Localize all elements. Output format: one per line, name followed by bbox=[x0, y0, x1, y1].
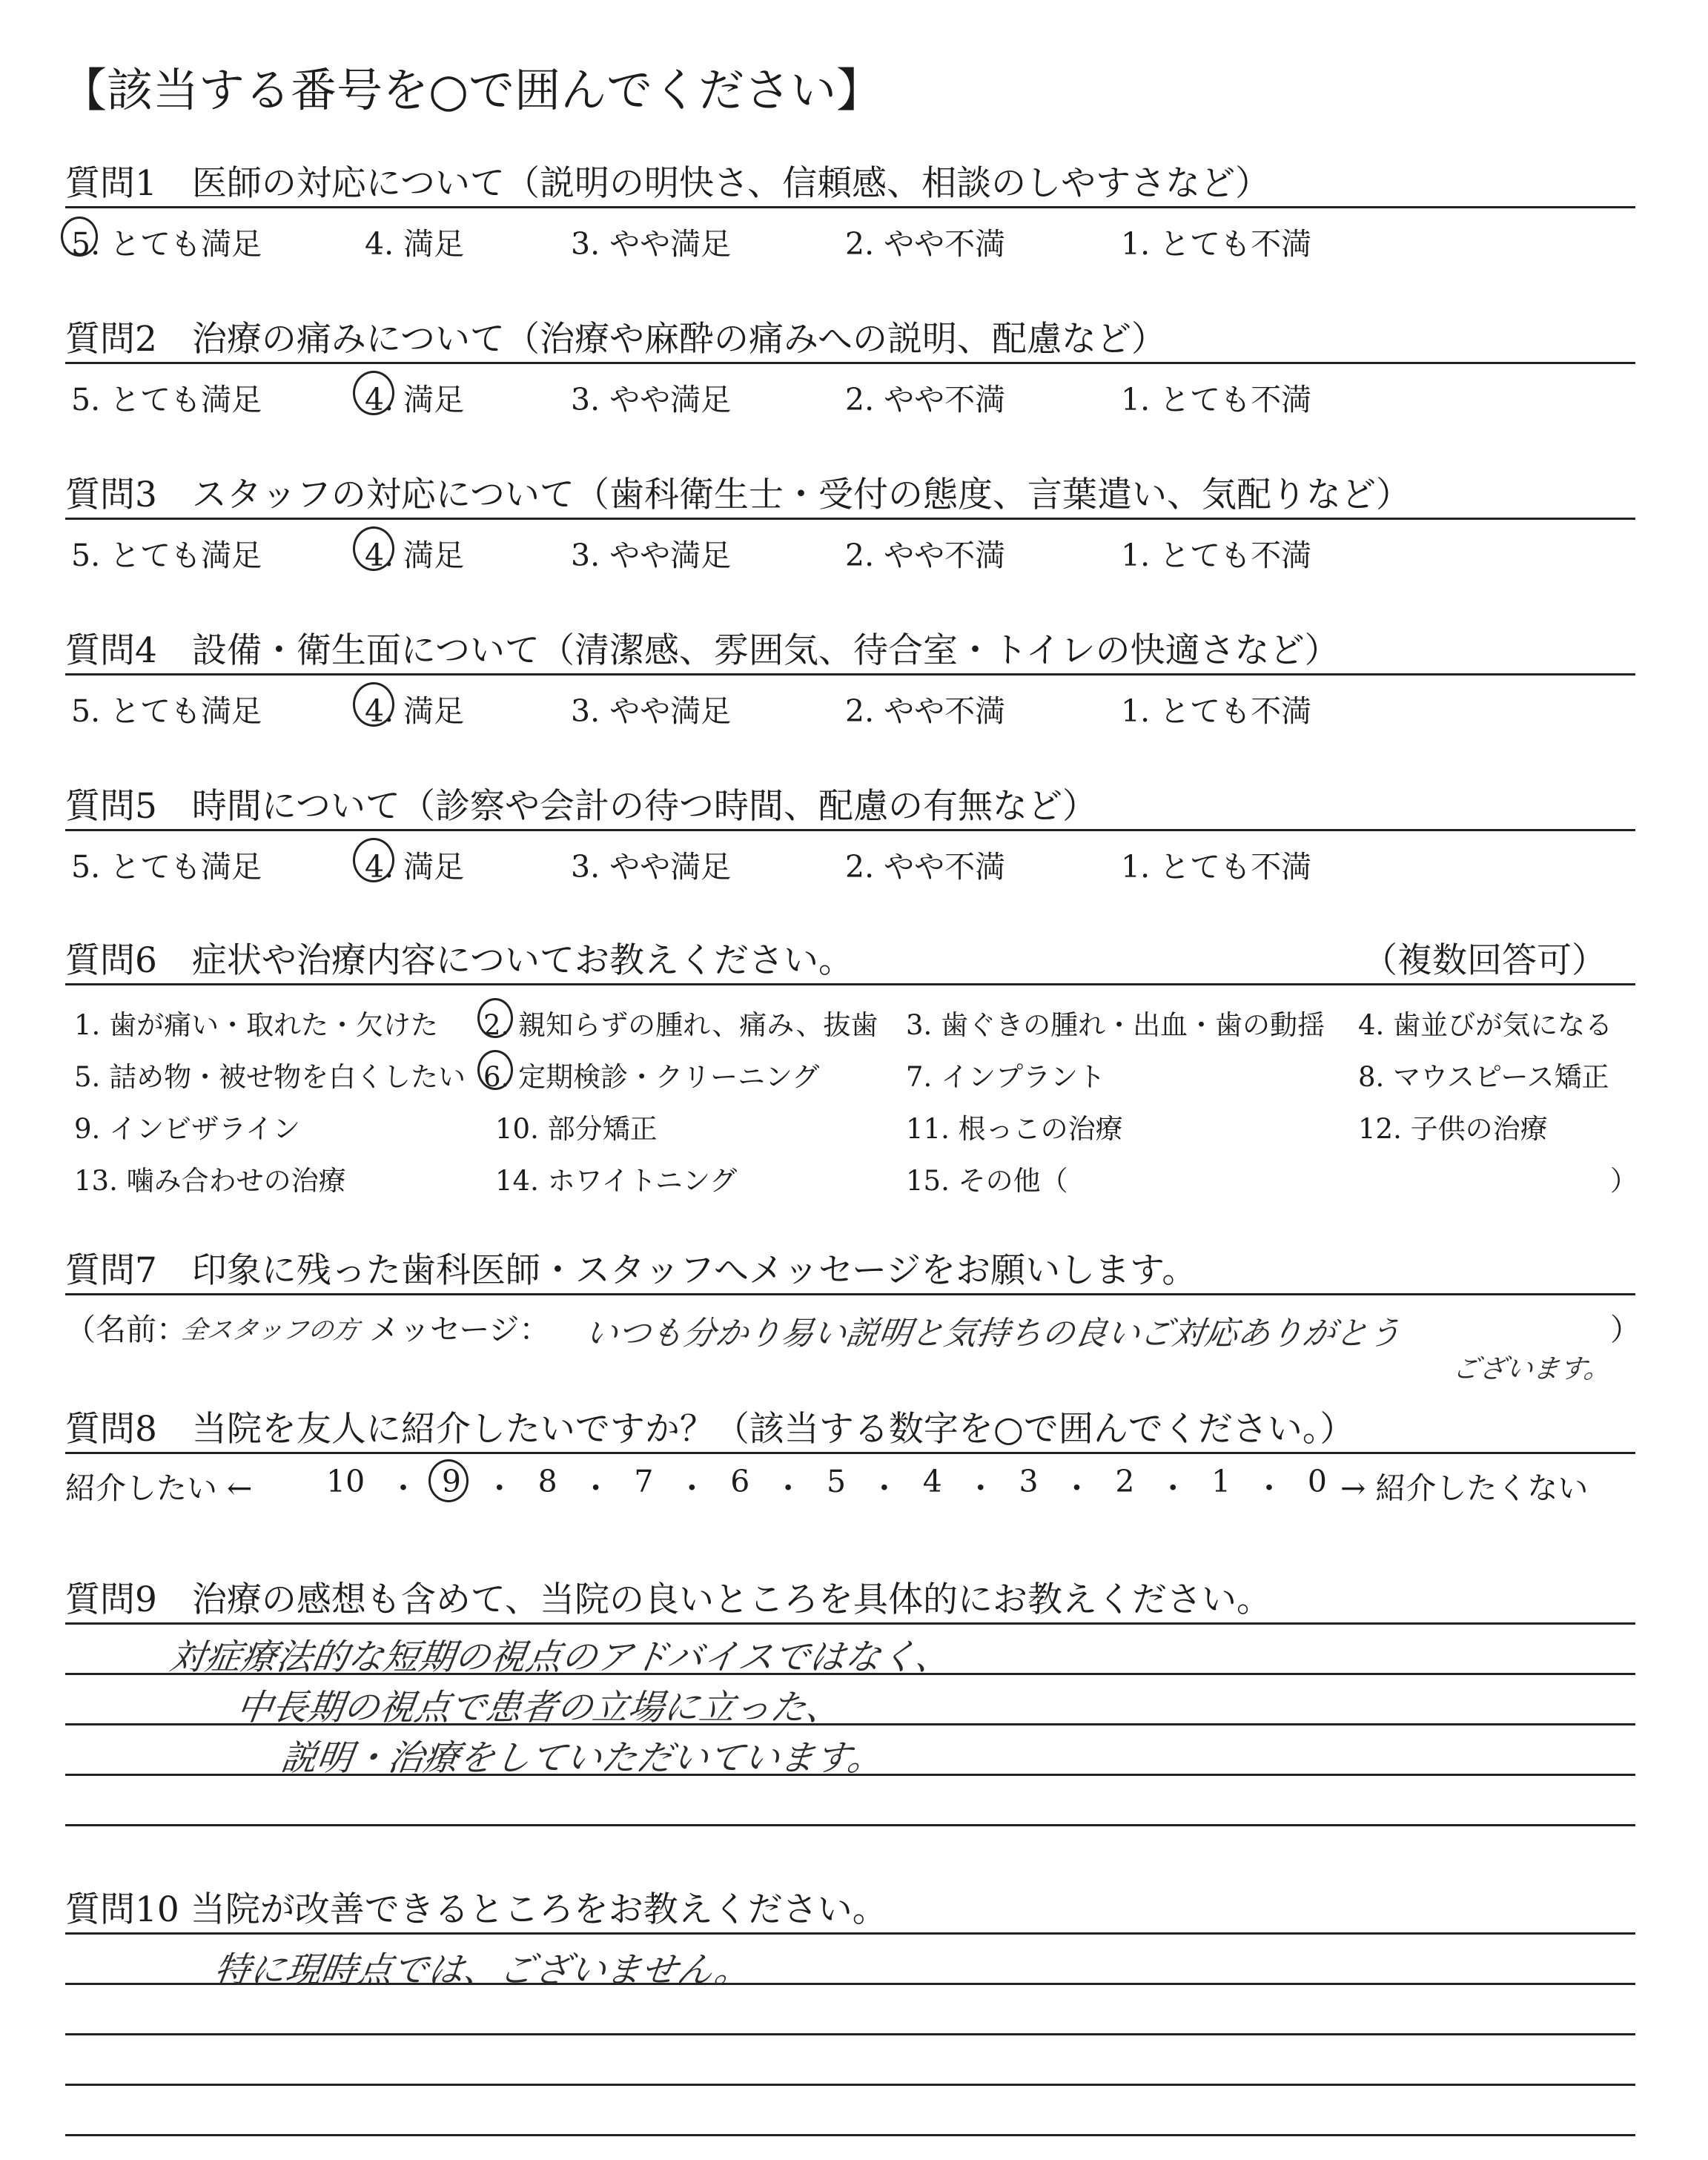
q2-option-5[interactable]: 5. とても満足 bbox=[71, 382, 262, 417]
q8-number-6[interactable]: 6 bbox=[730, 1464, 750, 1499]
q6-option-13[interactable]: 13. 噛み合わせの治療 bbox=[74, 1165, 346, 1197]
separator-dot: ・ bbox=[580, 1470, 612, 1506]
q8-number-9[interactable]: 9 bbox=[441, 1464, 461, 1499]
selection-circle-q6-6 bbox=[477, 1050, 513, 1090]
separator-dot: ・ bbox=[1157, 1470, 1188, 1506]
question-4-title: 質問4 設備・衛生面について（清潔感、雰囲気、待合室・トイレの快適さなど） bbox=[65, 630, 1340, 671]
q2-option-1[interactable]: 1. とても不満 bbox=[1121, 382, 1312, 417]
q7-message-line1[interactable]: いつも分かり易い説明と気持ちの良いご対応ありがとう bbox=[582, 1315, 1403, 1353]
q3-option-4[interactable]: 4. 満足 bbox=[365, 538, 465, 573]
q1-option-5[interactable]: 5. とても満足 bbox=[71, 226, 262, 262]
q3-option-1[interactable]: 1. とても不満 bbox=[1121, 538, 1312, 573]
ruled-line bbox=[65, 2084, 1635, 2086]
q6-option-10[interactable]: 10. 部分矯正 bbox=[495, 1113, 658, 1145]
q4-option-1[interactable]: 1. とても不満 bbox=[1121, 693, 1312, 729]
ruled-line bbox=[65, 1824, 1635, 1826]
q5-option-4[interactable]: 4. 満足 bbox=[365, 849, 465, 885]
divider bbox=[65, 206, 1635, 208]
ruled-line bbox=[65, 1622, 1635, 1625]
q8-number-2[interactable]: 2 bbox=[1115, 1464, 1135, 1499]
q1-option-2[interactable]: 2. やや不満 bbox=[845, 226, 1006, 262]
question-1-title: 質問1 医師の対応について（説明の明快さ、信頼感、相談のしやすさなど） bbox=[65, 163, 1271, 204]
question-6-note: （複数回答可） bbox=[1363, 940, 1606, 981]
q3-option-5[interactable]: 5. とても満足 bbox=[71, 538, 262, 573]
q2-option-4[interactable]: 4. 満足 bbox=[365, 382, 465, 417]
q3-option-3[interactable]: 3. やや満足 bbox=[571, 538, 732, 573]
divider bbox=[65, 1293, 1635, 1295]
question-5-title: 質問5 時間について（診察や会計の待つ時間、配慮の有無など） bbox=[65, 786, 1097, 827]
question-8-title: 質問8 当院を友人に紹介したいですか？（該当する数字を○で囲んでください。） bbox=[65, 1409, 1355, 1450]
question-6-title: 質問6 症状や治療内容についてお教えください。 bbox=[65, 940, 853, 981]
q8-number-3[interactable]: 3 bbox=[1019, 1464, 1039, 1499]
q4-option-2[interactable]: 2. やや不満 bbox=[845, 693, 1006, 729]
divider bbox=[65, 518, 1635, 520]
q8-left-label: 紹介したい ← bbox=[65, 1470, 253, 1506]
q2-option-3[interactable]: 3. やや満足 bbox=[571, 382, 732, 417]
question-3-title: 質問3 スタッフの対応について（歯科衛生士・受付の態度、言葉遣い、気配りなど） bbox=[65, 475, 1411, 515]
q6-option-2[interactable]: 2. 親知らずの腫れ、痛み、抜歯 bbox=[483, 1009, 878, 1041]
q1-option-3[interactable]: 3. やや満足 bbox=[571, 226, 732, 262]
divider bbox=[65, 673, 1635, 676]
q6-option-5[interactable]: 5. 詰め物・被せ物を白くしたい bbox=[74, 1061, 466, 1093]
q8-number-1[interactable]: 1 bbox=[1211, 1464, 1231, 1499]
instruction-heading: 【該当する番号を○で囲んでください】 bbox=[61, 63, 883, 117]
q6-other-close: ） bbox=[1610, 1165, 1638, 1197]
question-7-title: 質問7 印象に残った歯科医師・スタッフへメッセージをお願いします。 bbox=[65, 1250, 1197, 1291]
q7-name-label: （名前： bbox=[65, 1312, 187, 1347]
q5-option-1[interactable]: 1. とても不満 bbox=[1121, 849, 1312, 885]
q6-option-14[interactable]: 14. ホワイトニング bbox=[495, 1165, 738, 1197]
q9-answer-line3[interactable]: 説明・治療をしていただいています。 bbox=[278, 1737, 887, 1779]
q8-number-4[interactable]: 4 bbox=[922, 1464, 942, 1499]
q4-option-5[interactable]: 5. とても満足 bbox=[71, 693, 262, 729]
ruled-line bbox=[65, 1932, 1635, 1935]
q5-option-2[interactable]: 2. やや不満 bbox=[845, 849, 1006, 885]
separator-dot: ・ bbox=[965, 1470, 996, 1506]
separator-dot: ・ bbox=[388, 1470, 419, 1506]
q6-option-4[interactable]: 4. 歯並びが気になる bbox=[1358, 1009, 1613, 1041]
q6-option-12[interactable]: 12. 子供の治療 bbox=[1358, 1113, 1548, 1145]
q7-close-paren: ） bbox=[1610, 1312, 1641, 1347]
separator-dot: ・ bbox=[869, 1470, 900, 1506]
q9-answer-line1[interactable]: 対症療法的な短期の視点のアドバイスではなく、 bbox=[167, 1636, 954, 1678]
q4-option-3[interactable]: 3. やや満足 bbox=[571, 693, 732, 729]
q1-option-4[interactable]: 4. 満足 bbox=[365, 226, 465, 262]
q8-right-label: → 紹介したくない bbox=[1340, 1470, 1589, 1506]
divider bbox=[65, 829, 1635, 831]
selection-circle-q1 bbox=[61, 217, 98, 257]
selection-circle-q3 bbox=[353, 526, 394, 571]
q6-option-15[interactable]: 15. その他（ bbox=[906, 1165, 1068, 1197]
q6-option-8[interactable]: 8. マウスピース矯正 bbox=[1358, 1061, 1609, 1093]
q6-option-11[interactable]: 11. 根っこの治療 bbox=[906, 1113, 1123, 1145]
separator-dot: ・ bbox=[772, 1470, 804, 1506]
q6-option-1[interactable]: 1. 歯が痛い・取れた・欠けた bbox=[74, 1009, 439, 1041]
separator-dot: ・ bbox=[484, 1470, 515, 1506]
separator-dot: ・ bbox=[1254, 1470, 1285, 1506]
selection-circle-q6-2 bbox=[477, 998, 513, 1038]
q9-answer-line2[interactable]: 中長期の視点で患者の立場に立った、 bbox=[234, 1687, 845, 1728]
question-9-title: 質問9 治療の感想も含めて、当院の良いところを具体的にお教えください。 bbox=[65, 1579, 1271, 1620]
divider bbox=[65, 1452, 1635, 1454]
q6-option-7[interactable]: 7. インプラント bbox=[906, 1061, 1106, 1093]
q6-option-3[interactable]: 3. 歯ぐきの腫れ・出血・歯の動揺 bbox=[906, 1009, 1325, 1041]
q8-number-0[interactable]: 0 bbox=[1307, 1464, 1327, 1499]
q8-number-scale bbox=[326, 1464, 1327, 1507]
divider bbox=[65, 362, 1635, 364]
q2-option-2[interactable]: 2. やや不満 bbox=[845, 382, 1006, 417]
q7-name-value[interactable]: 全スタッフの方 bbox=[179, 1315, 361, 1345]
q8-number-7[interactable]: 7 bbox=[634, 1464, 654, 1499]
selection-circle-q4 bbox=[353, 682, 394, 727]
q10-answer-line1[interactable]: 特に現時点では、ございません。 bbox=[211, 1949, 754, 1991]
selection-circle-q5 bbox=[353, 838, 394, 882]
ruled-line bbox=[65, 2033, 1635, 2035]
selection-circle-q8 bbox=[428, 1459, 469, 1502]
divider bbox=[65, 983, 1635, 985]
question-10-title: 質問10 当院が改善できるところをお教えください。 bbox=[65, 1889, 887, 1930]
separator-dot: ・ bbox=[676, 1470, 707, 1506]
q8-number-10[interactable]: 10 bbox=[326, 1464, 365, 1499]
question-2-title: 質問2 治療の痛みについて（治療や麻酔の痛みへの説明、配慮など） bbox=[65, 319, 1167, 360]
q5-option-3[interactable]: 3. やや満足 bbox=[571, 849, 732, 885]
q3-option-2[interactable]: 2. やや不満 bbox=[845, 538, 1006, 573]
q1-option-1[interactable]: 1. とても不満 bbox=[1121, 226, 1312, 262]
separator-dot: ・ bbox=[1061, 1470, 1092, 1506]
q4-option-4[interactable]: 4. 満足 bbox=[365, 693, 465, 729]
q8-number-5[interactable]: 5 bbox=[826, 1464, 847, 1499]
q8-number-8[interactable]: 8 bbox=[537, 1464, 557, 1499]
q6-option-6[interactable]: 6. 定期検診・クリーニング bbox=[483, 1061, 820, 1093]
q6-option-9[interactable]: 9. インビザライン bbox=[74, 1113, 300, 1145]
selection-circle-q2 bbox=[353, 371, 394, 415]
q5-option-5[interactable]: 5. とても満足 bbox=[71, 849, 262, 885]
ruled-line bbox=[65, 2134, 1635, 2136]
q7-message-line2[interactable]: ございます。 bbox=[1450, 1354, 1613, 1384]
q7-message-label: メッセージ： bbox=[369, 1312, 550, 1347]
